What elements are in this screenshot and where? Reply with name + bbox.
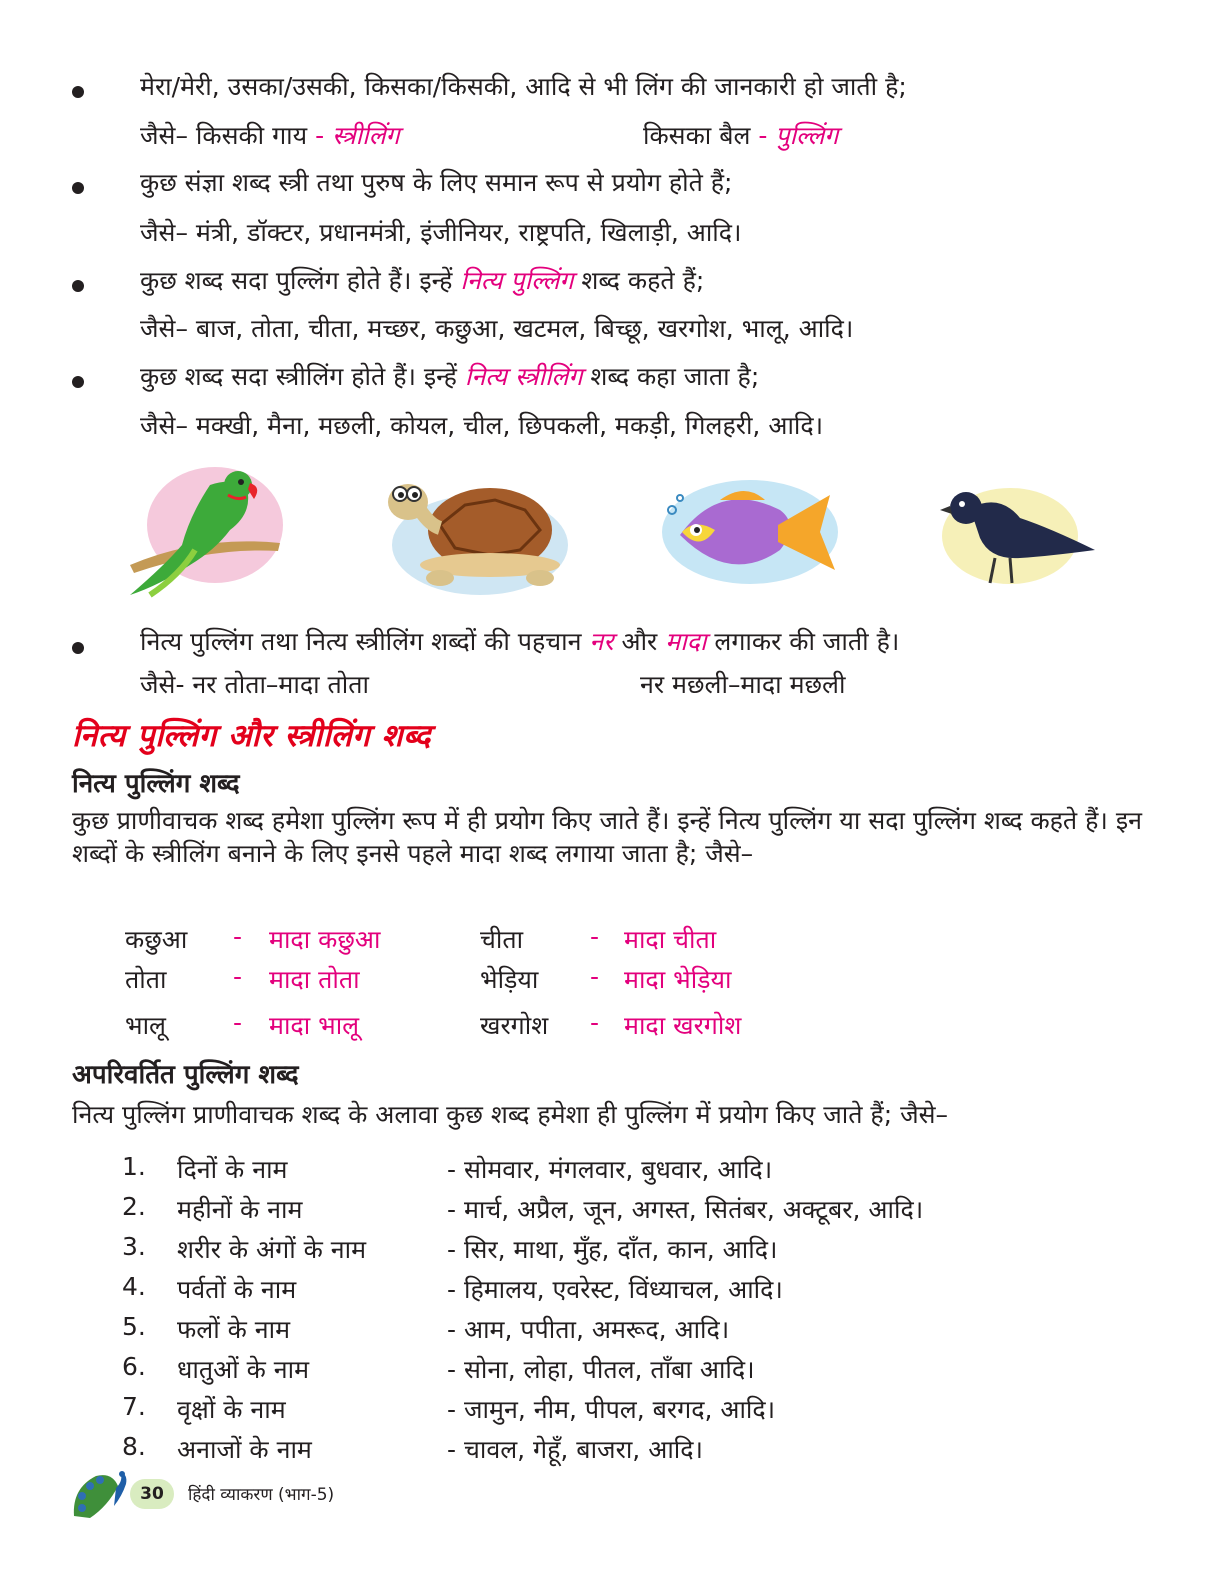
list-item	[122, 1312, 1122, 1348]
masculine-word: तोता	[125, 965, 167, 994]
masculine-word: भेड़िया	[480, 965, 539, 994]
example-row	[125, 962, 825, 998]
feminine-form: मादा भालू	[269, 1011, 360, 1040]
bullet-5-example-2: नर मछली–मादा मछली	[640, 670, 846, 699]
fish-illustration	[660, 470, 850, 590]
highlight-term: नित्य स्त्रीलिंग	[464, 362, 583, 391]
bullet-1-example-2	[643, 119, 838, 153]
text-part: नित्य पुल्लिंग तथा नित्य स्त्रीलिंग शब्दों की पहचान	[140, 627, 582, 656]
bullet-point	[72, 642, 84, 654]
item-label: अनाजों के नाम	[177, 1435, 312, 1464]
item-label: वृक्षों के नाम	[177, 1395, 286, 1424]
feminine-form: मादा कछुआ	[269, 925, 381, 954]
bullet-point	[72, 376, 84, 388]
dash: -	[233, 962, 243, 991]
bullet-1-example	[140, 119, 400, 153]
bullet-2-text: कुछ संज्ञा शब्द स्त्री तथा पुरुष के लिए समान रूप से प्रयोग होते हैं;	[140, 168, 733, 197]
example-term: स्त्रीलिंग	[332, 121, 400, 150]
list-item	[122, 1352, 1122, 1388]
masculine-word: खरगोश	[480, 1011, 549, 1040]
item-number: 4.	[122, 1272, 146, 1301]
text-part: शब्द कहा जाता है;	[590, 362, 760, 391]
tortoise-illustration	[370, 470, 570, 605]
list-item	[122, 1232, 1122, 1268]
page-number: 30	[130, 1479, 174, 1509]
example-term: पुल्लिंग	[775, 121, 839, 150]
item-number: 7.	[122, 1392, 146, 1421]
book-title: हिंदी व्याकरण (भाग-5)	[188, 1485, 335, 1505]
dash: -	[590, 962, 600, 991]
example-dash: -	[315, 121, 325, 150]
item-value: - जामुन, नीम, पीपल, बरगद, आदि।	[447, 1395, 776, 1424]
example-row	[125, 1008, 825, 1044]
paragraph: नित्य पुल्लिंग प्राणीवाचक शब्द के अलावा कुछ शब्द हमेशा ही पुल्लिंग में प्रयोग किए जाते हैं; जैसे–	[72, 1100, 949, 1129]
bullet-3-example: जैसे– बाज, तोता, चीता, मच्छर, कछुआ, खटमल, बिच्छू, खरगोश, भालू, आदि।	[140, 314, 854, 343]
item-label: दिनों के नाम	[177, 1155, 288, 1184]
item-value: - मार्च, अप्रैल, जून, अगस्त, सितंबर, अक्टूबर, आदि।	[447, 1195, 924, 1224]
item-label: पर्वतों के नाम	[177, 1275, 297, 1304]
example-word: किसका बैल	[643, 121, 751, 150]
item-value: - सिर, माथा, मुँह, दाँत, कान, आदि।	[447, 1235, 778, 1264]
item-value: - हिमालय, एवरेस्ट, विंध्याचल, आदि।	[447, 1275, 783, 1304]
list-item	[122, 1392, 1122, 1428]
section-title: नित्य पुल्लिंग और स्त्रीलिंग शब्द	[72, 718, 431, 754]
feminine-form: मादा तोता	[269, 965, 360, 994]
peacock-icon	[68, 1466, 134, 1522]
text-part: लगाकर की जाती है।	[714, 627, 900, 656]
example-word: किसकी गाय	[195, 121, 308, 150]
list-item	[122, 1432, 1122, 1468]
item-value: - सोना, लोहा, पीतल, ताँबा आदि।	[447, 1355, 755, 1384]
dash: -	[590, 1008, 600, 1037]
paragraph: कुछ प्राणीवाचक शब्द हमेशा पुल्लिंग रूप में ही प्रयोग किए जाते हैं। इन्हें नित्य पुल्लिंग या सदा पुल्लिंग शब्द कहते हैं। इन शब्दों के स्त्रीलिंग बनाने के लिए इनसे पहले मादा शब्द लगाया जाता है; जैसे–	[72, 806, 1142, 868]
text-part: कुछ शब्द सदा स्त्रीलिंग होते हैं। इन्हें	[140, 362, 457, 391]
bullet-1-text: मेरा/मेरी, उसका/उसकी, किसका/किसकी, आदि से भी लिंग की जानकारी हो जाती है;	[140, 72, 907, 101]
dash: -	[233, 922, 243, 951]
dash: -	[233, 1008, 243, 1037]
text-part: शब्द कहते हैं;	[581, 266, 705, 295]
item-value: - आम, पपीता, अमरूद, आदि।	[447, 1315, 730, 1344]
item-number: 2.	[122, 1192, 146, 1221]
item-number: 5.	[122, 1312, 146, 1341]
bullet-point	[72, 182, 84, 194]
feminine-form: मादा भेड़िया	[624, 965, 732, 994]
feminine-form: मादा खरगोश	[624, 1011, 742, 1040]
dash: -	[590, 922, 600, 951]
list-item	[122, 1192, 1122, 1228]
subsection-heading: अपरिवर्तित पुल्लिंग शब्द	[72, 1060, 299, 1090]
bullet-2-example: जैसे– मंत्री, डॉक्टर, प्रधानमंत्री, इंजीनियर, राष्ट्रपति, खिलाड़ी, आदि।	[140, 218, 742, 247]
bullet-point	[72, 280, 84, 292]
item-value: - चावल, गेहूँ, बाजरा, आदि।	[447, 1435, 703, 1464]
text-part: कुछ शब्द सदा पुल्लिंग होते हैं। इन्हें	[140, 266, 453, 295]
parrot-illustration	[120, 455, 290, 605]
item-label: फलों के नाम	[177, 1315, 291, 1344]
masculine-word: भालू	[125, 1011, 167, 1040]
item-label: धातुओं के नाम	[177, 1355, 310, 1384]
item-number: 8.	[122, 1432, 146, 1461]
bullet-3-text	[140, 264, 704, 298]
feminine-form: मादा चीता	[624, 925, 717, 954]
highlight-term: नित्य पुल्लिंग	[460, 266, 574, 295]
masculine-word: चीता	[480, 925, 524, 954]
bullet-point	[72, 86, 84, 98]
example-dash: -	[758, 121, 768, 150]
bullet-4-example: जैसे– मक्खी, मैना, मछली, कोयल, चील, छिपकली, मकड़ी, गिलहरी, आदि।	[140, 411, 824, 440]
example-prefix: जैसे–	[140, 121, 188, 150]
highlight-term: नर	[589, 627, 614, 656]
bullet-5-example: जैसे- नर तोता–मादा तोता	[140, 670, 369, 699]
text-part: और	[621, 627, 658, 656]
subsection-heading: नित्य पुल्लिंग शब्द	[72, 769, 240, 799]
highlight-term: मादा	[665, 627, 707, 656]
item-number: 3.	[122, 1232, 146, 1261]
list-item	[122, 1272, 1122, 1308]
bullet-5-text	[140, 625, 899, 659]
list-item	[122, 1152, 1122, 1188]
crow-illustration	[940, 478, 1100, 590]
item-value: - सोमवार, मंगलवार, बुधवार, आदि।	[447, 1155, 773, 1184]
item-number: 1.	[122, 1152, 146, 1181]
bullet-4-text	[140, 360, 759, 394]
item-number: 6.	[122, 1352, 146, 1381]
item-label: महीनों के नाम	[177, 1195, 303, 1224]
example-row	[125, 922, 825, 958]
item-label: शरीर के अंगों के नाम	[177, 1235, 367, 1264]
masculine-word: कछुआ	[125, 925, 188, 954]
